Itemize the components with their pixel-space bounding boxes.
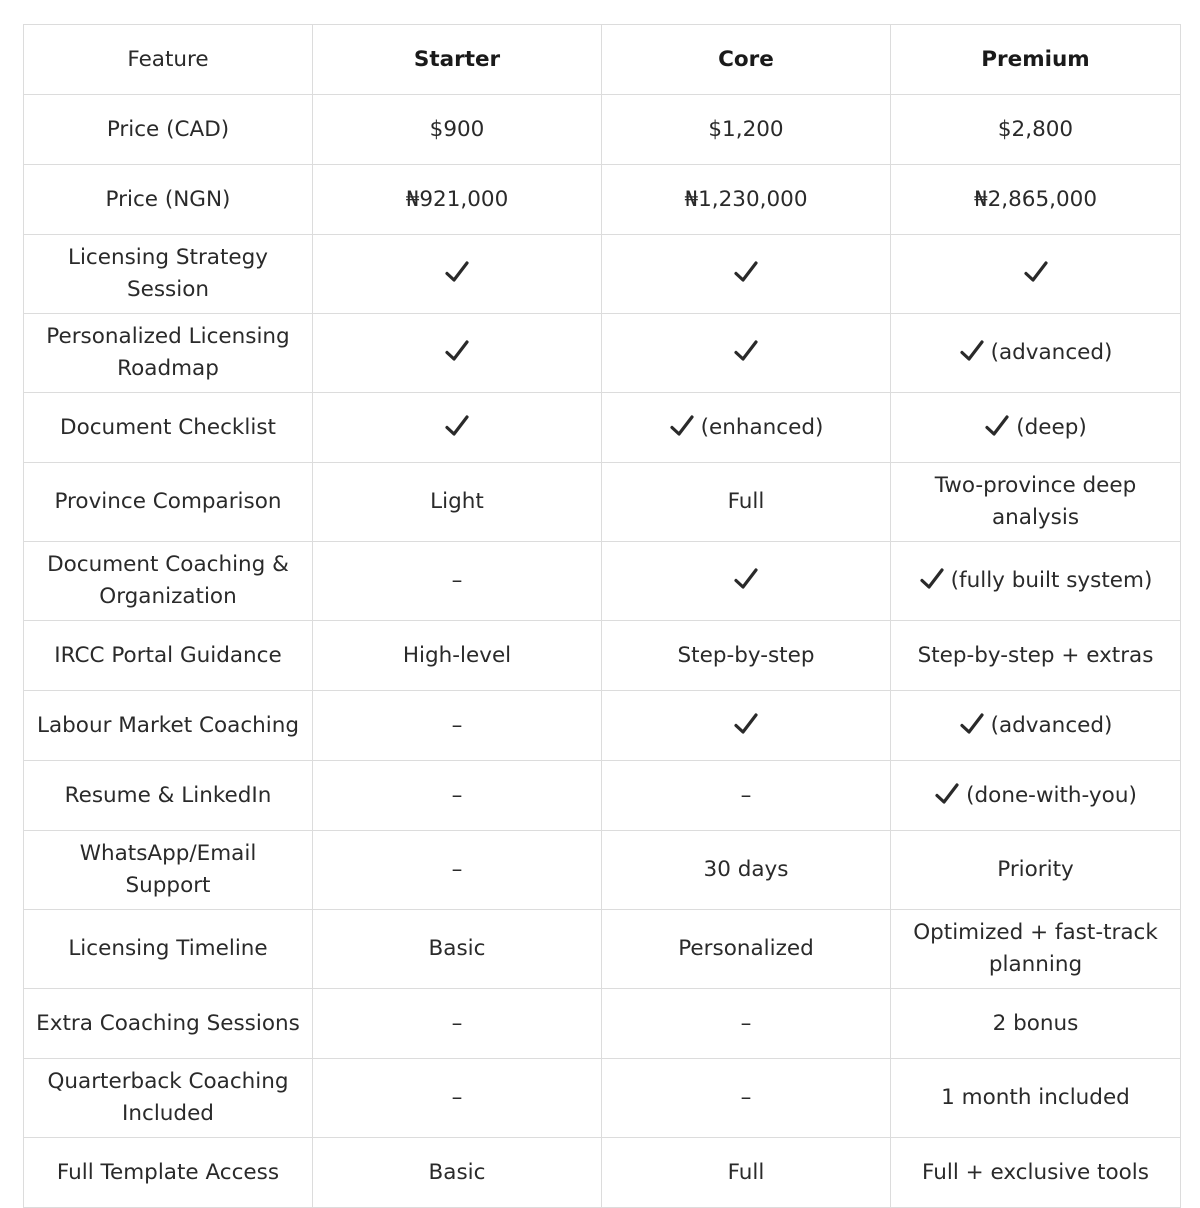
core-cell — [602, 831, 891, 910]
table-row — [24, 542, 1181, 621]
cell-text: Optimized + fast-track planning — [913, 920, 1158, 977]
premium-cell — [891, 393, 1181, 463]
premium-cell — [891, 621, 1181, 691]
cell-text: Full — [727, 489, 765, 514]
cell-text: (advanced) — [990, 712, 1113, 738]
premium-cell — [891, 989, 1181, 1059]
starter-cell — [313, 463, 602, 542]
feature-cell: Quarterback Coaching Included — [24, 1059, 313, 1138]
cell-text: Full + exclusive tools — [922, 1159, 1149, 1185]
cell-text: – — [451, 1085, 463, 1110]
starter-cell — [313, 165, 602, 235]
cell-text: $2,800 — [997, 116, 1074, 142]
core-cell — [602, 1138, 891, 1208]
cell-text: (done-with-you) — [966, 782, 1137, 808]
cell-text: ₦1,230,000 — [684, 186, 808, 212]
feature-cell: Resume & LinkedIn — [24, 761, 313, 831]
check-icon — [934, 781, 960, 807]
core-cell — [602, 910, 891, 989]
starter-cell — [313, 691, 602, 761]
header-row — [24, 25, 1181, 95]
cell-text: – — [451, 568, 463, 593]
premium-cell — [891, 761, 1181, 831]
premium-cell — [891, 95, 1181, 165]
table-row — [24, 1059, 1181, 1138]
cell-text: – — [451, 857, 463, 882]
table-row — [24, 235, 1181, 314]
feature-cell: WhatsApp/Email Support — [24, 831, 313, 910]
table-body — [24, 95, 1181, 1208]
core-cell — [602, 165, 891, 235]
core-cell — [602, 95, 891, 165]
header-premium: Premium — [891, 25, 1181, 95]
table-row — [24, 1138, 1181, 1208]
cell-text: (deep) — [1016, 414, 1087, 440]
check-icon — [733, 566, 759, 592]
cell-text: Full — [727, 1159, 765, 1185]
feature-cell: Document Checklist — [24, 393, 313, 463]
check-icon — [959, 338, 985, 364]
starter-cell — [313, 235, 602, 314]
feature-cell: Full Template Access — [24, 1138, 313, 1208]
cell-text: – — [451, 782, 463, 808]
comparison-table-container — [23, 24, 1180, 1208]
table-row — [24, 621, 1181, 691]
starter-cell — [313, 910, 602, 989]
premium-cell — [891, 691, 1181, 761]
table-row — [24, 393, 1181, 463]
starter-cell — [313, 95, 602, 165]
check-icon — [444, 338, 470, 364]
cell-text: Priority — [997, 857, 1074, 882]
cell-text: – — [740, 1085, 752, 1110]
cell-text: 2 bonus — [992, 1010, 1079, 1036]
cell-text: Step-by-step — [677, 642, 815, 668]
premium-cell — [891, 1059, 1181, 1138]
table-row — [24, 463, 1181, 542]
cell-text: – — [451, 1010, 463, 1036]
cell-text: (advanced) — [990, 340, 1113, 365]
cell-text: Basic — [428, 1159, 486, 1185]
core-cell — [602, 691, 891, 761]
check-icon — [733, 338, 759, 364]
cell-text: ₦921,000 — [405, 186, 509, 212]
cell-text: – — [451, 712, 463, 738]
cell-text: Basic — [428, 936, 486, 961]
check-icon — [669, 413, 695, 439]
feature-cell: IRCC Portal Guidance — [24, 621, 313, 691]
cell-text: $1,200 — [708, 116, 784, 142]
table-row — [24, 910, 1181, 989]
check-icon — [733, 711, 759, 737]
pricing-comparison-table — [23, 24, 1181, 1208]
feature-cell: Price (NGN) — [24, 165, 313, 235]
feature-cell: Price (CAD) — [24, 95, 313, 165]
header-feature: Feature — [24, 25, 313, 95]
table-row — [24, 989, 1181, 1059]
starter-cell — [313, 1059, 602, 1138]
starter-cell — [313, 1138, 602, 1208]
check-icon — [984, 413, 1010, 439]
starter-cell — [313, 761, 602, 831]
premium-cell — [891, 910, 1181, 989]
core-cell — [602, 314, 891, 393]
premium-cell — [891, 831, 1181, 910]
feature-cell: Licensing Strategy Session — [24, 235, 313, 314]
feature-cell: Labour Market Coaching — [24, 691, 313, 761]
table-row — [24, 761, 1181, 831]
core-cell — [602, 463, 891, 542]
starter-cell — [313, 314, 602, 393]
starter-cell — [313, 621, 602, 691]
check-icon — [733, 259, 759, 285]
cell-text: Personalized — [678, 936, 814, 961]
header-core: Core — [602, 25, 891, 95]
table-row — [24, 831, 1181, 910]
cell-text: – — [740, 782, 752, 808]
core-cell — [602, 1059, 891, 1138]
feature-cell: Document Coaching & Organization — [24, 542, 313, 621]
core-cell — [602, 621, 891, 691]
premium-cell — [891, 542, 1181, 621]
check-icon — [1023, 259, 1049, 285]
cell-text: (enhanced) — [700, 414, 824, 440]
core-cell — [602, 542, 891, 621]
starter-cell — [313, 542, 602, 621]
feature-cell: Province Comparison — [24, 463, 313, 542]
cell-text: Two-province deep analysis — [934, 473, 1137, 530]
table-row — [24, 165, 1181, 235]
feature-cell: Personalized Licensing Roadmap — [24, 314, 313, 393]
premium-cell — [891, 463, 1181, 542]
feature-cell: Licensing Timeline — [24, 910, 313, 989]
cell-text: – — [740, 1010, 752, 1036]
cell-text: 30 days — [703, 857, 789, 882]
check-icon — [444, 413, 470, 439]
core-cell — [602, 989, 891, 1059]
cell-text: $900 — [429, 116, 485, 142]
starter-cell — [313, 989, 602, 1059]
core-cell — [602, 393, 891, 463]
premium-cell — [891, 235, 1181, 314]
core-cell — [602, 235, 891, 314]
check-icon — [919, 566, 945, 592]
core-cell — [602, 761, 891, 831]
header-starter: Starter — [313, 25, 602, 95]
starter-cell — [313, 831, 602, 910]
cell-text: ₦2,865,000 — [973, 186, 1098, 212]
premium-cell — [891, 314, 1181, 393]
table-row — [24, 314, 1181, 393]
cell-text: (fully built system) — [950, 568, 1153, 593]
feature-cell: Extra Coaching Sessions — [24, 989, 313, 1059]
cell-text: Light — [430, 489, 484, 514]
cell-text: 1 month included — [941, 1085, 1130, 1110]
premium-cell — [891, 1138, 1181, 1208]
table-row — [24, 691, 1181, 761]
cell-text: High-level — [402, 642, 512, 668]
premium-cell — [891, 165, 1181, 235]
table-row — [24, 95, 1181, 165]
cell-text: Step-by-step + extras — [917, 642, 1154, 668]
starter-cell — [313, 393, 602, 463]
check-icon — [444, 259, 470, 285]
check-icon — [959, 711, 985, 737]
